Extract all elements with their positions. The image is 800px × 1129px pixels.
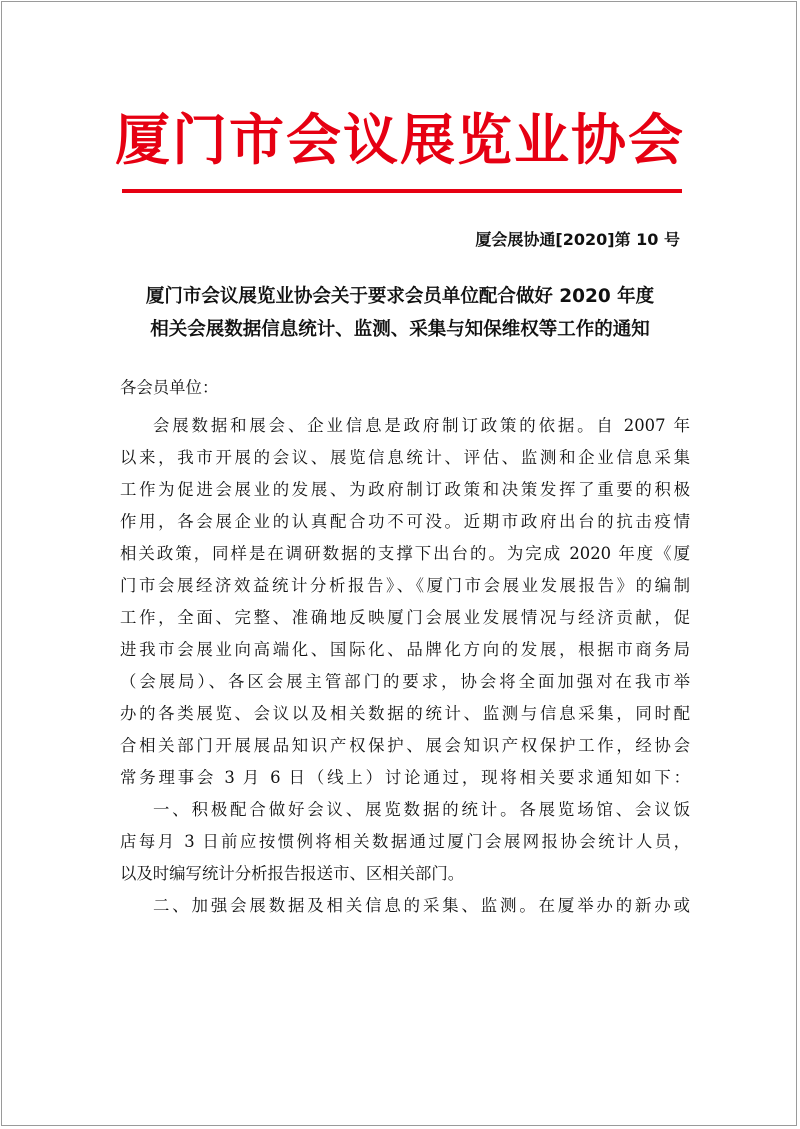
paragraph-line: 门市会展经济效益统计分析报告》、《厦门市会展业发展报告》的编制 (120, 576, 690, 595)
salutation: 各会员单位： (120, 378, 219, 397)
notice-title-line: 相关会展数据信息统计、监测、采集与知保维权等工作的通知 (150, 319, 650, 340)
paragraph-line: 常务理事会 3 月 6 日（线上）讨论通过，现将相关要求通知如下： (120, 768, 690, 787)
paragraph-line: 办的各类展览、会议以及相关数据的统计、监测与信息采集，同时配 (120, 704, 690, 723)
org-name-header: 厦门市会议展览业协会 (114, 108, 685, 172)
paragraph-line: 二、加强会展数据及相关信息的采集、监测。在厦举办的新办或 (153, 896, 690, 915)
paragraph-line: 以及时编写统计分析报告报送市、区相关部门。 (120, 864, 465, 883)
paragraph-line: 会展数据和展会、企业信息是政府制订政策的依据。自 2007 年 (153, 416, 690, 435)
notice-title-line: 厦门市会议展览业协会关于要求会员单位配合做好 2020 年度 (145, 286, 655, 307)
paragraph-2 (120, 794, 690, 890)
paragraph-line: 以来，我市开展的会议、展览信息统计、评估、监测和企业信息采集 (120, 448, 690, 467)
paragraph-line: 一、积极配合做好会议、展览数据的统计。各展览场馆、会议饭 (153, 800, 690, 819)
red-divider-rule (122, 189, 682, 193)
document-number: 厦会展协通[2020]第 10 号 (475, 230, 680, 249)
paragraph-line: 合相关部门开展展品知识产权保护、展会知识产权保护工作，经协会 (120, 736, 690, 755)
notice-title (110, 280, 690, 346)
paragraph-line: 相关政策，同样是在调研数据的支撑下出台的。为完成 2020 年度《厦 (120, 544, 690, 563)
paragraph-line: （会展局）、各区会展主管部门的要求，协会将全面加强对在我市举 (120, 672, 690, 691)
paragraph-line: 店每月 3 日前应按惯例将相关数据通过厦门会展网报协会统计人员， (120, 832, 690, 851)
paragraph-line: 工作，全面、完整、准确地反映厦门会展业发展情况与经济贡献，促 (120, 608, 690, 627)
paragraph-line: 作用，各会展企业的认真配合功不可没。近期市政府出台的抗击疫情 (120, 512, 690, 531)
paragraph-line: 进我市会展业向高端化、国际化、品牌化方向的发展，根据市商务局 (120, 640, 690, 659)
paragraph-line: 工作为促进会展业的发展、为政府制订政策和决策发挥了重要的积极 (120, 480, 690, 499)
notice-body (120, 372, 690, 922)
paragraph-3 (120, 890, 690, 922)
paragraph-1 (120, 410, 690, 794)
